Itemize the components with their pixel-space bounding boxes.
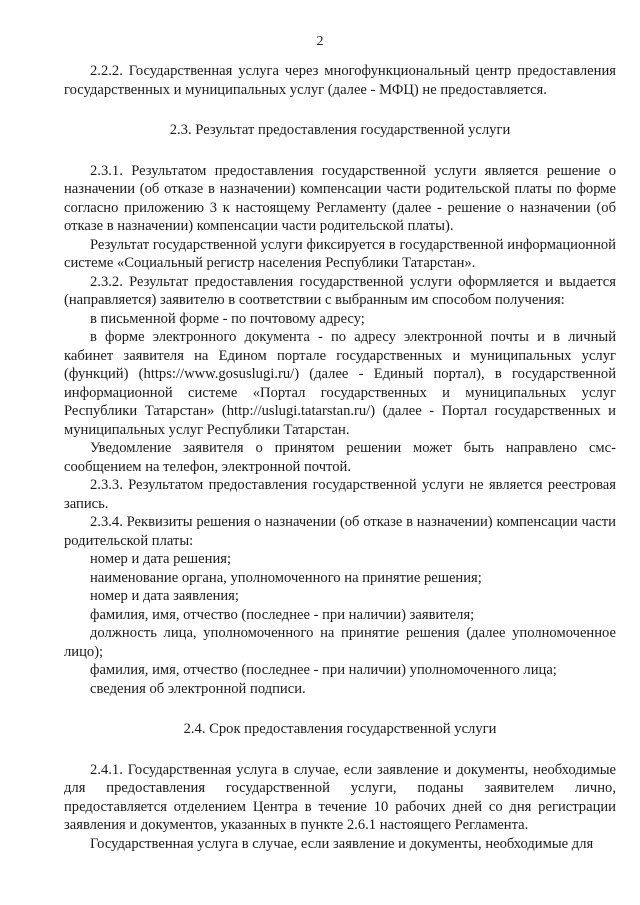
paragraph-2-3-4: 2.3.4. Реквизиты решения о назначении (об отказе в назначении) компенсации части родительской платы: [64,514,616,549]
list-item-applicant-name: фамилия, имя, отчество (последнее - при наличии) заявителя; [90,606,475,623]
paragraph-notification: Уведомление заявителя о принятом решении может быть направлено смс-сообщением на телефон, электронной почтой. [64,440,616,475]
section-heading-2-3: 2.3. Результат предоставления государственной услуги [169,122,511,138]
list-item-signature-info: сведения об электронной подписи. [90,680,306,697]
paragraph-written-form: в письменной форме - по почтовому адресу; [90,310,365,327]
paragraph-2-3-3: 2.3.3. Результатом предоставления государственной услуги не является реестровая запись. [64,477,616,512]
paragraph-result-fixation: Результат государственной услуги фиксируется в государственной информационной системе «Социальный регистр населения Республики Татарстан». [64,236,616,271]
paragraph-2-4-1: 2.4.1. Государственная услуга в случае, если заявление и документы, необходимые для предоставления государственной услуги, поданы заявителем лично, предоставляется отделением Центра в течение 10 рабочих дней со дня регистрации заявления и документов, указанных в пункте 2.6.1 настоящего Регламента. [64,761,616,833]
paragraph-2-3-1: 2.3.1. Результатом предоставления государственной услуги является решение о назначении (об отказе в назначении) компенсации части родительской платы по форме согласно приложению 3 к настоящему Регламенту (далее - решение о назначении (об отказе в назначении) компенсации части родительской платы). [64,162,616,234]
list-item-official-name: фамилия, имя, отчество (последнее - при наличии) уполномоченного лица; [90,662,557,678]
paragraph-electronic-form: в форме электронного документа - по адресу электронной почты и в личный кабинет заявителя на Едином портале государственных и муниципальных услуг (функций) (https://www.gosuslugi.ru/) (далее - Единый портал), в государственной информационной системе «Портал государственных и муниципальных услуг Республики Татарстан» (http://uslugi.tatarstan.ru/) (далее - Портал государственных и муниципальных услуг Республики Татарстан. [64,329,616,438]
page-number: 2 [316,34,324,49]
list-item-application-number: номер и дата заявления; [90,588,239,604]
list-item-official-position: должность лица, уполномоченного на принятие решения (далее уполномоченное лицо); [64,625,616,660]
list-item-decision-number: номер и дата решения; [90,551,232,567]
paragraph-2-2-2: 2.2.2. Государственная услуга через многофункциональный центр предоставления государственных и муниципальных услуг (далее - МФЦ) не предоставляется. [64,63,616,98]
document-body [64,62,616,853]
section-heading-2-4: 2.4. Срок предоставления государственной услуги [183,721,497,737]
list-item-authority-name: наименование органа, уполномоченного на принятие решения; [90,569,482,586]
paragraph-continuation: Государственная услуга в случае, если заявление и документы, необходимые для [90,835,594,852]
paragraph-2-3-2: 2.3.2. Результат предоставления государственной услуги оформляется и выдается (направляется) заявителю в соответствии с выбранным им способом получения: [64,273,616,308]
